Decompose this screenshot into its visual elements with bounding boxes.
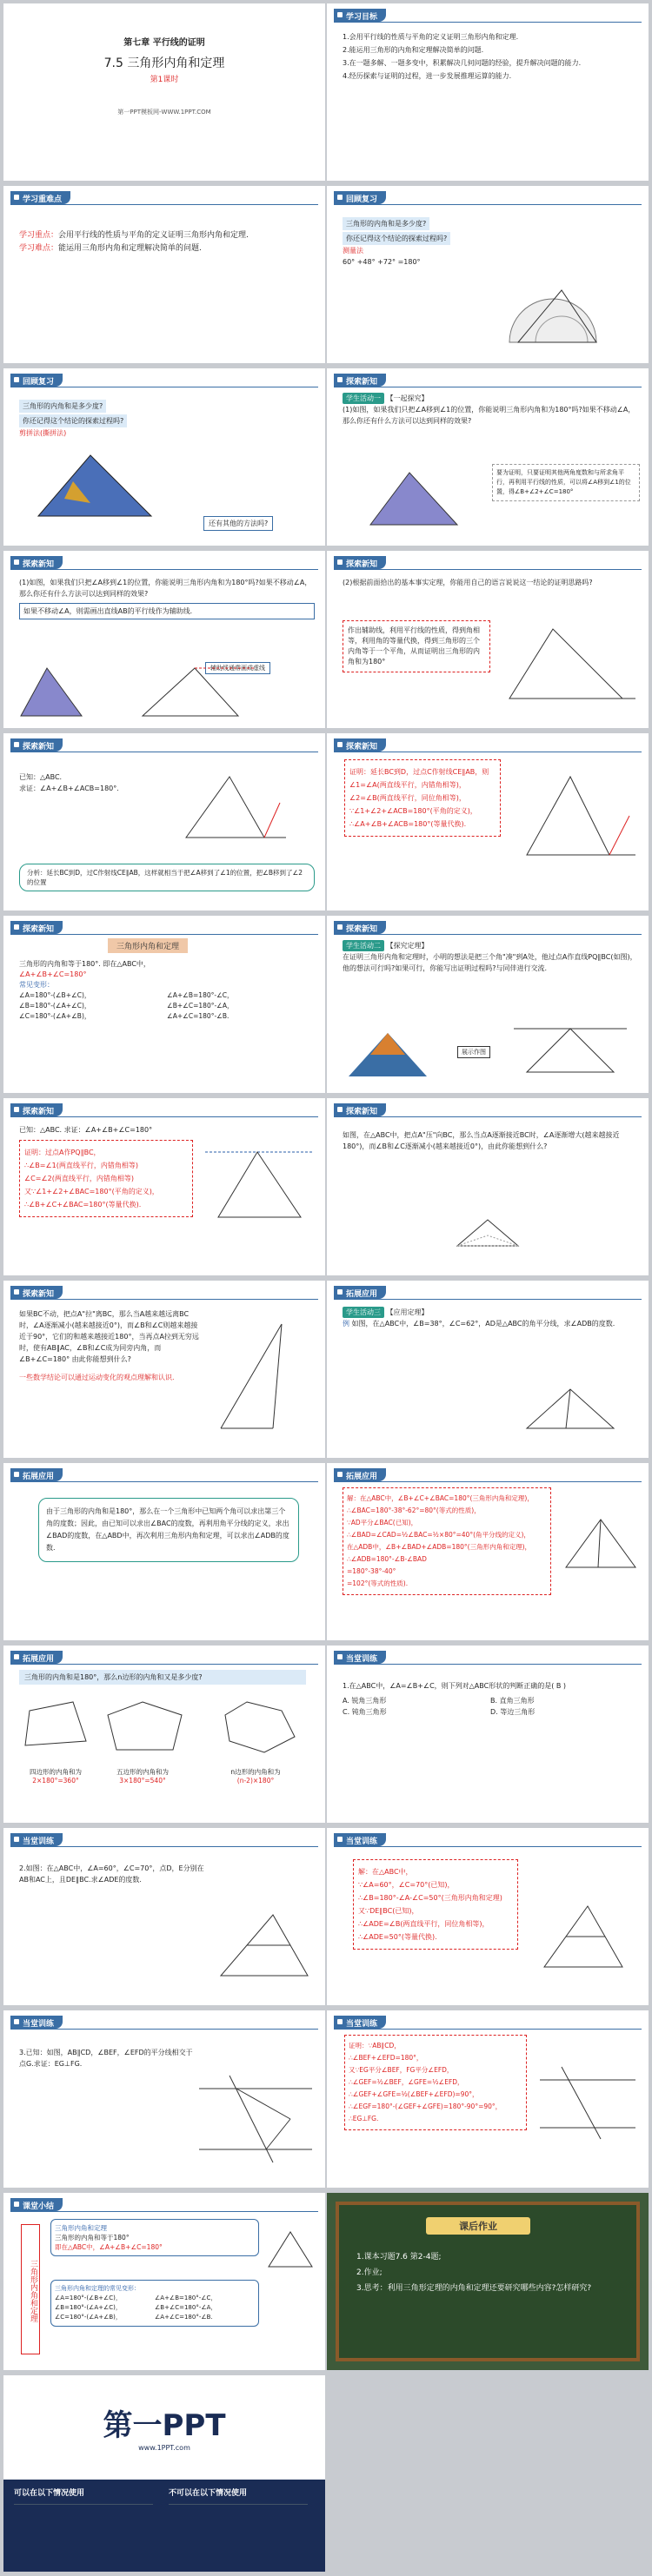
goal-3: 3.在一题多解、一题多变中，积累解决几何问题的经验，提升解决问题的能力.	[343, 59, 582, 67]
example-text: 如图，在△ABC中，∠B=38°，∠C=62°，AD是△ABC的角平分线，求∠ADB的度数.	[351, 1320, 615, 1328]
footer: 第一PPT模板网-WWW.1PPT.COM	[117, 109, 211, 116]
homework-title: 课后作业	[426, 2217, 530, 2235]
penta-answer	[99, 1767, 186, 1785]
key-label: 学习重点：	[19, 231, 59, 240]
solution-line: 解：在△ABC中，	[358, 1868, 413, 1876]
paragraph: 如图，在△ABC中，把点A"压"向BC，那么当点A逐渐接近BC时，∠A逐渐增大(越来越接近180°)，而∠B和∠C逐渐减小(越来越接近0°)，由此你能想到什么?	[343, 1131, 620, 1150]
triangle-figures	[12, 655, 308, 725]
proof-line: ∠1=∠A(两直线平行，内错角相等)，	[349, 781, 466, 789]
theorem-text-2: 即在△ABC中，	[103, 960, 150, 968]
variations-label: 常见变形：	[19, 981, 54, 989]
proof-line: ∴∠B=∠1(两直线平行，内错角相等)	[24, 1162, 138, 1169]
slide-heading: 当堂训练	[334, 1651, 386, 1664]
solution-box	[343, 1487, 551, 1595]
triangle-figure	[177, 768, 290, 846]
slide-explore-4	[327, 916, 649, 1093]
protractor-figure	[501, 273, 605, 351]
solution-line: ∴∠ADE=∠B(两直线平行，同位角相等)，	[358, 1920, 489, 1928]
slide-explore-2	[3, 551, 325, 728]
slide-practice-1	[327, 1646, 649, 1823]
proof-line: ∵∠1+∠2+∠ACB=180°(平角的定义)，	[349, 807, 477, 815]
slide-heading: 当堂训练	[334, 2016, 386, 2029]
option-a[interactable]: A. 锐角三角形	[343, 1697, 387, 1705]
question-2: 你还记得这个结论的探索过程吗?	[343, 232, 450, 245]
question-1: 三角形的内角和是多少度?	[19, 400, 106, 413]
slide-heading: 课堂小结	[10, 2198, 63, 2211]
lesson-number: 第1课时	[150, 76, 179, 84]
analysis-box: 由于三角形的内角和是180°，那么在一个三角形中已知两个角可以求出第三个角的度数；因此，由已知可以求出∠BAC的度数，再利用角平分线的定义，求出∠BAD的度数，在△ABD中，再次利用三角形内角和定理，可以求出∠ADB的度数.	[38, 1498, 299, 1562]
summary-side-label: 三角形内角和定理	[21, 2224, 40, 2354]
homework-item: 1.课本习题7.6 第2-4题;	[356, 2253, 442, 2261]
proof-box	[19, 1140, 193, 1217]
given: 已知：△ABC. 求证：∠A+∠B+∠C=180°	[19, 1126, 153, 1134]
slide-heading: 探索新知	[334, 921, 386, 934]
triangle-figure	[212, 1906, 316, 1984]
parallel-figure	[205, 1143, 318, 1230]
slide-proof-3	[3, 1098, 325, 1275]
method: 剪拼法(撕拼法)	[19, 429, 67, 437]
triangle-figure	[362, 464, 475, 542]
show-drawing[interactable]: 展示作图	[457, 1046, 490, 1058]
summary-box-2	[50, 2280, 259, 2327]
activity-text: (1)如图，如果我们只把∠A移到∠1的位置，你能说明三角形内角和为180°吗?如果不移动∠A，那么你还有什么方法可以达到同样的效果?	[343, 406, 635, 425]
stretch-figure	[212, 1315, 308, 1437]
solution-line: 证明：∵AB∥CD，	[349, 2042, 401, 2050]
slide-heading: 探索新知	[10, 921, 63, 934]
goal-4: 4.经历探索与证明的过程，进一步发展推理运算的能力.	[343, 72, 512, 80]
slide-heading: 学习重难点	[10, 191, 70, 204]
parallel-lines-figure	[195, 2071, 316, 2167]
theorem-text: 三角形的内角和等于180°.	[19, 960, 101, 968]
polygon-figures	[21, 1693, 308, 1754]
solution-line: ∴∠BAC=180°-38°-62°=80°(等式的性质)，	[347, 1507, 481, 1514]
slide-summary	[3, 2193, 325, 2370]
slide-explore-6	[3, 1281, 325, 1458]
goal-2: 2.能运用三角形的内角和定理解决简单的问题.	[343, 46, 484, 54]
cut-triangle-figure	[30, 447, 160, 533]
slide-practice-2	[3, 1828, 325, 2005]
slide-proof-2	[327, 733, 649, 911]
homework-list	[356, 2248, 619, 2297]
slide-polygon	[3, 1646, 325, 1823]
triangle-figure	[518, 768, 640, 872]
variation: ∠B=180°-(∠A+∠C)，	[55, 2304, 122, 2311]
activity-name: 【一起探究】	[386, 394, 429, 402]
goal-1: 1.会用平行线的性质与平角的定义证明三角形内角和定理.	[343, 33, 519, 41]
aux-line-note: 辅助线通常画成虚线	[205, 662, 270, 674]
parallel-lines-figure	[536, 2063, 640, 2141]
question: (2)根据前面拾出的基本事实定理，你能用自己的语言说说这一结论的证明思路吗?	[343, 579, 593, 586]
variation: ∠A+∠B=180°-∠C，	[167, 991, 234, 999]
theorem-formula: ∠A+∠B+∠C=180°	[19, 970, 87, 978]
slide-apply-2	[3, 1463, 325, 1640]
theorem-name: 三角形内角和定理	[108, 938, 188, 953]
slide-heading: 当堂训练	[10, 2016, 63, 2029]
solution-line: ∴∠BAD=∠CAD=½∠BAC=½×80°=40°(角平分线的定义)，	[347, 1531, 530, 1539]
question: 1.在△ABC中，∠A=∠B+∠C，则下列对△ABC形状的判断正确的是( B )	[343, 1682, 567, 1690]
option-c[interactable]: C. 钝角三角形	[343, 1708, 387, 1716]
slide-heading: 拓展应用	[10, 1468, 63, 1481]
variation: ∠B=180°-(∠A+∠C)，	[19, 1002, 91, 1010]
solution-line: ∴∠GEF=½∠BEF，∠GFE=½∠EFD，	[349, 2078, 464, 2086]
variation: ∠C=180°-(∠A+∠B)，	[19, 1012, 91, 1020]
solution-line: 又∵DE∥BC(已知)，	[358, 1907, 419, 1915]
activity-tag: 学生活动一	[343, 393, 384, 404]
slide-theorem	[3, 916, 325, 1093]
solution-line: ∴∠ADB=180°-∠B-∠BAD	[347, 1555, 427, 1563]
variation: ∠B+∠C=180°-∠A，	[155, 2304, 217, 2311]
solution-line: ∴∠EGF=180°-(∠GEF+∠GFE)=180°-90°=90°，	[349, 2103, 502, 2110]
difficulty-label: 学习难点：	[19, 244, 59, 253]
example-label: 例	[343, 1320, 349, 1328]
proof-line: 证明：过点A作PQ∥BC，	[24, 1149, 101, 1156]
proof-line: ∠C=∠2(两直线平行，内错角相等)	[24, 1175, 134, 1182]
slide-key-points	[3, 186, 325, 363]
allowed-list	[14, 2504, 153, 2565]
slide-heading: 探索新知	[10, 738, 63, 752]
logo-area	[3, 2375, 325, 2480]
solution-line: 又∵EG平分∠BEF，FG平分∠EFD，	[349, 2066, 454, 2074]
solution-line: =102°(等式的性质).	[347, 1579, 409, 1587]
hint-box: 要为证明，只要证明其他两角度数和与所求角平行，再利用平行线的性质，可以将∠A移到∠1的位置，得∠B+∠2+∠C=180°	[492, 464, 640, 501]
other-methods: 还有其他的方法吗?	[203, 516, 273, 531]
slide-review-1	[327, 186, 649, 363]
triangle-figure	[536, 1897, 631, 1976]
solution-box	[344, 2035, 527, 2130]
quad-value: 2×180°=360°	[32, 1777, 79, 1785]
ngon-answer	[203, 1767, 308, 1785]
slide-heading: 拓展应用	[334, 1286, 386, 1299]
proof-line: ∴∠B+∠C+∠BAC=180°(等量代换).	[24, 1201, 142, 1209]
slide-heading: 探索新知	[10, 556, 63, 569]
slide-heading: 学习目标	[334, 9, 386, 22]
solution-line: ∵AD平分∠BAC(已知)，	[347, 1519, 418, 1526]
activity-text: 在证明三角形内角和定理时，小明的想法是把三个角"凑"到A处，他过点A作直线PQ∥BC(如图)，他的想法可行吗?如果可行，你能写出证明过程吗?与同伴进行交流.	[343, 953, 637, 972]
slide-apply-1	[327, 1281, 649, 1458]
slide-heading: 探索新知	[334, 374, 386, 387]
difficulty-text: 能运用三角形内角和定理解决简单的问题.	[58, 244, 202, 253]
summary-title: 三角形内角和定理	[55, 2224, 107, 2232]
solution-box	[353, 1859, 518, 1950]
homework-item: 3.思考：利用三角形定理的内角和定理还要研究哪些内容?怎样研究?	[356, 2284, 592, 2293]
proof-idea-box: 作出辅助线，利用平行线的性质，得到角相等，利用角的等量代换，得到三角形的三个内角等于一个平角，从而证明出三角形的内角和为180°	[343, 620, 490, 672]
variation: ∠C=180°-(∠A+∠B)，	[55, 2314, 122, 2321]
chalkboard	[336, 2202, 640, 2361]
proof-box	[344, 759, 501, 837]
not-allowed-list	[169, 2504, 308, 2565]
slide-homework	[327, 2193, 649, 2370]
slide-heading: 回顾复习	[334, 191, 386, 204]
given: 已知：△ABC.	[19, 773, 63, 781]
ngon-value: (n-2)×180°	[236, 1777, 275, 1785]
slide-heading: 探索新知	[10, 1286, 63, 1299]
question: (1)如图，如果我们只把∠A移到∠1的位置，你能说明三角形内角和为180°吗?如果不移动∠A，那么你还有什么方法可以达到同样的效果?	[19, 579, 312, 598]
slide-end	[3, 2375, 325, 2572]
variation: ∠A+∠C=180°-∠B.	[167, 1012, 230, 1020]
proof-line: 又∵∠1+∠2+∠BAC=180°(平角的定义)，	[24, 1188, 159, 1195]
solution-line: ∴EG⊥FG.	[349, 2115, 379, 2122]
summary-box-1	[50, 2219, 259, 2256]
ngon-label: n边形的内角和为	[230, 1768, 281, 1776]
analysis: 分析：延长BC到D，过C作射线CE∥AB，这样就相当于把∠A移到了∠1的位置，把∠B移到了∠2的位置	[19, 864, 315, 891]
slide-explore-1	[327, 368, 649, 546]
question: 3.已知：如图，AB∥CD，∠BEF，∠EFD的平分线相交于点G.求证：EG⊥FG.	[19, 2049, 193, 2068]
option-d[interactable]: D. 等边三角形	[490, 1708, 536, 1716]
slide-heading: 探索新知	[334, 556, 386, 569]
triangle-figure	[518, 1385, 622, 1437]
penta-label: 五边形的内角和为	[116, 1768, 169, 1776]
slide-heading: 探索新知	[334, 738, 386, 752]
activity-name: 【探究定理】	[386, 942, 429, 950]
chapter: 第七章 平行线的证明	[123, 38, 205, 48]
solution-line: 在△ADB中，∠B+∠BAD+∠ADB=180°(三角形内角和定理)，	[347, 1543, 532, 1551]
to-prove: 求证：∠A+∠B+∠ACB=180°.	[19, 785, 119, 792]
not-allowed-label: 不可以在以下情况使用	[169, 2489, 248, 2498]
activity-tag: 学生活动二	[343, 940, 384, 951]
triangle-figure	[449, 1202, 527, 1255]
slide-heading: 当堂训练	[10, 1833, 63, 1846]
calculation: 60° +48° +72° =180°	[343, 258, 421, 266]
solution-line: =180°-38°-40°	[347, 1567, 396, 1575]
variation: ∠A+∠B=180°-∠C，	[155, 2295, 217, 2301]
quad-answer	[17, 1767, 95, 1785]
summary-formula: 即在△ABC中，∠A+∠B+∠C=180°	[55, 2243, 163, 2251]
slide-practice-3-solution	[327, 2010, 649, 2188]
variation: ∠A=180°-(∠B+∠C)，	[55, 2295, 122, 2301]
slide-heading: 回顾复习	[10, 374, 63, 387]
option-b[interactable]: B. 直角三角形	[490, 1697, 535, 1705]
logo-url: www.1PPT.com	[138, 2444, 190, 2452]
triangle-figure	[264, 2228, 316, 2271]
slide-explore-3	[327, 551, 649, 728]
slide-title	[3, 3, 325, 181]
paragraph: 如果BC不动，把点A"拉"离BC，那么当A越来越远离BC时，∠A逐渐减小(越来越接近0°)，而∠B和∠C则越来越接近于90°，它们的和越来越接近180°，当再点A拉到无穷远时，使有AB∥AC，∠B和∠C成为同旁内角，而∠B+∠C=180° 由此你能想到什么?	[19, 1310, 199, 1363]
triangle-figure	[562, 1515, 640, 1576]
slide-heading: 拓展应用	[334, 1468, 386, 1481]
logo: 第一PPT	[103, 2408, 226, 2443]
proof-line: ∴∠A+∠B+∠ACB=180°(等量代换).	[349, 820, 467, 828]
color-triangle	[344, 1029, 431, 1081]
slide-practice-3	[3, 2010, 325, 2188]
lesson-title: 7.5 三角形内角和定理	[103, 56, 225, 70]
allowed-label: 可以在以下情况使用	[14, 2489, 85, 2498]
variation: ∠B+∠C=180°-∠A，	[167, 1002, 234, 1010]
method: 测量法	[343, 247, 363, 255]
question-2: 你还记得这个结论的探索过程吗?	[19, 414, 127, 427]
variation: ∠A=180°-(∠B+∠C)，	[19, 991, 91, 999]
slide-explore-5	[327, 1098, 649, 1275]
solution-line: ∴∠BEF+∠EFD=180°，	[349, 2054, 423, 2062]
proof-line: 证明：延长BC到D，过点C作射线CE∥AB，则	[349, 768, 489, 776]
question-1: 三角形的内角和是多少度?	[343, 217, 429, 230]
homework-item: 2.作业;	[356, 2268, 383, 2277]
key-text: 会用平行线的性质与平角的定义证明三角形内角和定理.	[58, 231, 249, 240]
triangle-figure	[501, 620, 640, 716]
slide-proof-1	[3, 733, 325, 911]
slide-review-2	[3, 368, 325, 546]
solution-line: ∴∠B=180°-∠A-∠C=50°(三角形内角和定理)	[358, 1894, 502, 1902]
activity-tag: 学生活动三	[343, 1307, 384, 1318]
usage-panel	[3, 2480, 325, 2572]
summary-variations-label: 三角形内角和定理的常见变形：	[55, 2285, 140, 2292]
penta-value: 3×180°=540°	[119, 1777, 166, 1785]
slide-heading: 探索新知	[334, 1103, 386, 1116]
slide-heading: 当堂训练	[334, 1833, 386, 1846]
question: 2.如图：在△ABC中，∠A=60°，∠C=70°，点D，E分别在AB和AC上，且DE∥BC.求∠ADE的度数.	[19, 1864, 204, 1884]
hint: 如果不移动∠A，则需画出直线AB的平行线作为辅助线.	[19, 603, 315, 619]
variation: ∠A+∠C=180°-∠B.	[155, 2314, 213, 2321]
slide-goals	[327, 3, 649, 181]
summary-text: 三角形的内角和等于180°	[55, 2234, 130, 2242]
solution-line: ∵∠A=60°，∠C=70°(已知)，	[358, 1881, 455, 1889]
slide-apply-3	[327, 1463, 649, 1640]
slide-heading: 拓展应用	[10, 1651, 63, 1664]
proof-line: ∠2=∠B(两直线平行，同位角相等)，	[349, 794, 466, 802]
quad-label: 四边形的内角和为	[30, 1768, 82, 1776]
slide-practice-2-solution	[327, 1828, 649, 2005]
solution-line: ∴∠ADE=50°(等量代换).	[358, 1933, 437, 1941]
note: 一些数学结论可以通过运动变化的观点理解和认识.	[19, 1374, 175, 1381]
activity-name: 【应用定理】	[386, 1308, 429, 1316]
solution-line: ∴∠GEF+∠GFE=½(∠BEF+∠EFD)=90°，	[349, 2090, 479, 2098]
parallel-figure	[509, 1020, 631, 1081]
solution-line: 解：在△ABC中，∠B+∠C+∠BAC=180°(三角形内角和定理)，	[347, 1494, 534, 1502]
slide-heading: 探索新知	[10, 1103, 63, 1116]
question: 三角形的内角和是180°，那么n边形的内角和又是多少度?	[19, 1670, 306, 1685]
